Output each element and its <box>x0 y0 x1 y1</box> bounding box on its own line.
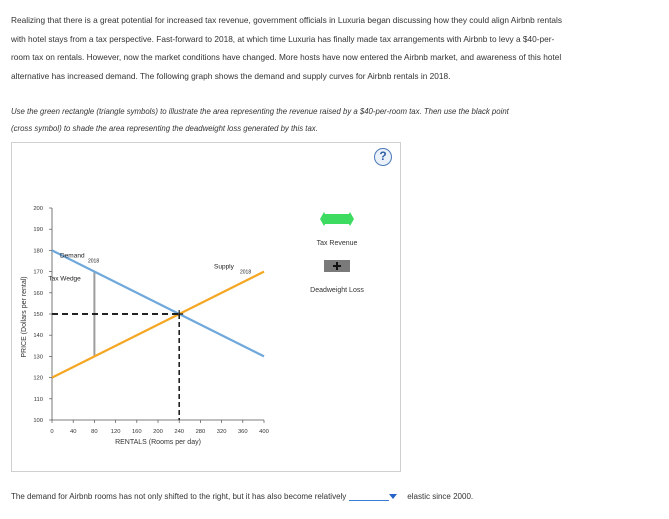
chevron-down-icon <box>389 494 397 499</box>
x-tick-label: 80 <box>91 429 98 435</box>
supply-subscript: 2018 <box>240 269 252 276</box>
footer-suffix: elastic since 2000. <box>407 491 474 501</box>
supply-label: Supply <box>214 263 234 271</box>
x-axis-label: RENTALS (Rooms per day) <box>115 439 201 446</box>
instruction-line: (cross symbol) to shade the area representing the deadweight loss generated by this tax. <box>11 124 318 133</box>
y-tick-label: 120 <box>33 375 43 382</box>
y-tick-label: 160 <box>33 290 43 297</box>
deadweight-loss-tool[interactable] <box>324 260 350 272</box>
y-tick-label: 130 <box>33 354 43 361</box>
footer-sentence <box>11 491 473 501</box>
intro-line: alternative has increased demand. The following graph shows the demand and supply curves for Airbnb rentals in 2018. <box>11 70 451 81</box>
x-tick-label: 160 <box>131 429 142 435</box>
intro-line: Realizing that there is a great potential for increased tax revenue, government officials in Luxuria began discussing how they could align Airbnb rentals <box>11 15 562 25</box>
deadweight-loss-label: Deadweight Loss <box>310 287 364 294</box>
tax-revenue-tool[interactable] <box>320 212 354 226</box>
y-tick-label: 110 <box>33 396 43 403</box>
instruction-line: Use the green rectangle (triangle symbols) to illustrate the area representing the revenue raised by a $40-per-room tax. Then use the black point <box>11 107 509 116</box>
y-tick-label: 100 <box>33 418 43 424</box>
x-tick-label: 320 <box>216 429 227 435</box>
x-tick-label: 0 <box>50 429 54 435</box>
chart-marks <box>52 310 183 420</box>
answer-dropdown[interactable] <box>349 491 389 501</box>
help-icon[interactable]: ? <box>374 148 392 166</box>
x-tick-label: 400 <box>259 429 269 435</box>
y-tick-label: 150 <box>33 312 43 318</box>
demand-subscript: 2018 <box>88 258 100 265</box>
intro-line: room tax on rentals. However, now the market conditions have changed. More hosts have now entered the Airbnb market, and awareness of this hotel <box>11 52 562 62</box>
demand-label: Demand <box>60 252 85 260</box>
chart-ticks <box>33 206 269 435</box>
y-tick-label: 190 <box>33 227 43 234</box>
x-tick-label: 280 <box>195 429 206 435</box>
y-tick-label: 170 <box>33 269 43 276</box>
supply-curve <box>52 269 264 378</box>
dropdown-toggle[interactable] <box>389 491 401 501</box>
y-tick-label: 140 <box>33 333 43 340</box>
x-tick-label: 200 <box>153 429 163 435</box>
x-tick-label: 40 <box>69 429 77 435</box>
y-tick-label: 180 <box>33 248 43 255</box>
x-tick-label: 360 <box>237 429 248 435</box>
y-tick-label: 200 <box>33 206 43 212</box>
x-tick-label: 240 <box>174 429 185 435</box>
x-tick-label: 120 <box>110 429 121 435</box>
intro-line: with hotel stays from a tax perspective. Fast-forward to 2018, at which time Luxuria has finally made tax arrangements with Airbnb to levy a $40-per- <box>11 33 555 44</box>
footer-text: The demand for Airbnb rooms has not only shifted to the right, but it has also become relatively <box>11 491 347 501</box>
y-axis-label: PRICE (Dollars per rental) <box>21 276 28 358</box>
tax-revenue-label: Tax Revenue <box>316 240 358 247</box>
equilibrium-point <box>175 310 183 318</box>
tax-wedge-label: Tax Wedge <box>48 275 81 283</box>
